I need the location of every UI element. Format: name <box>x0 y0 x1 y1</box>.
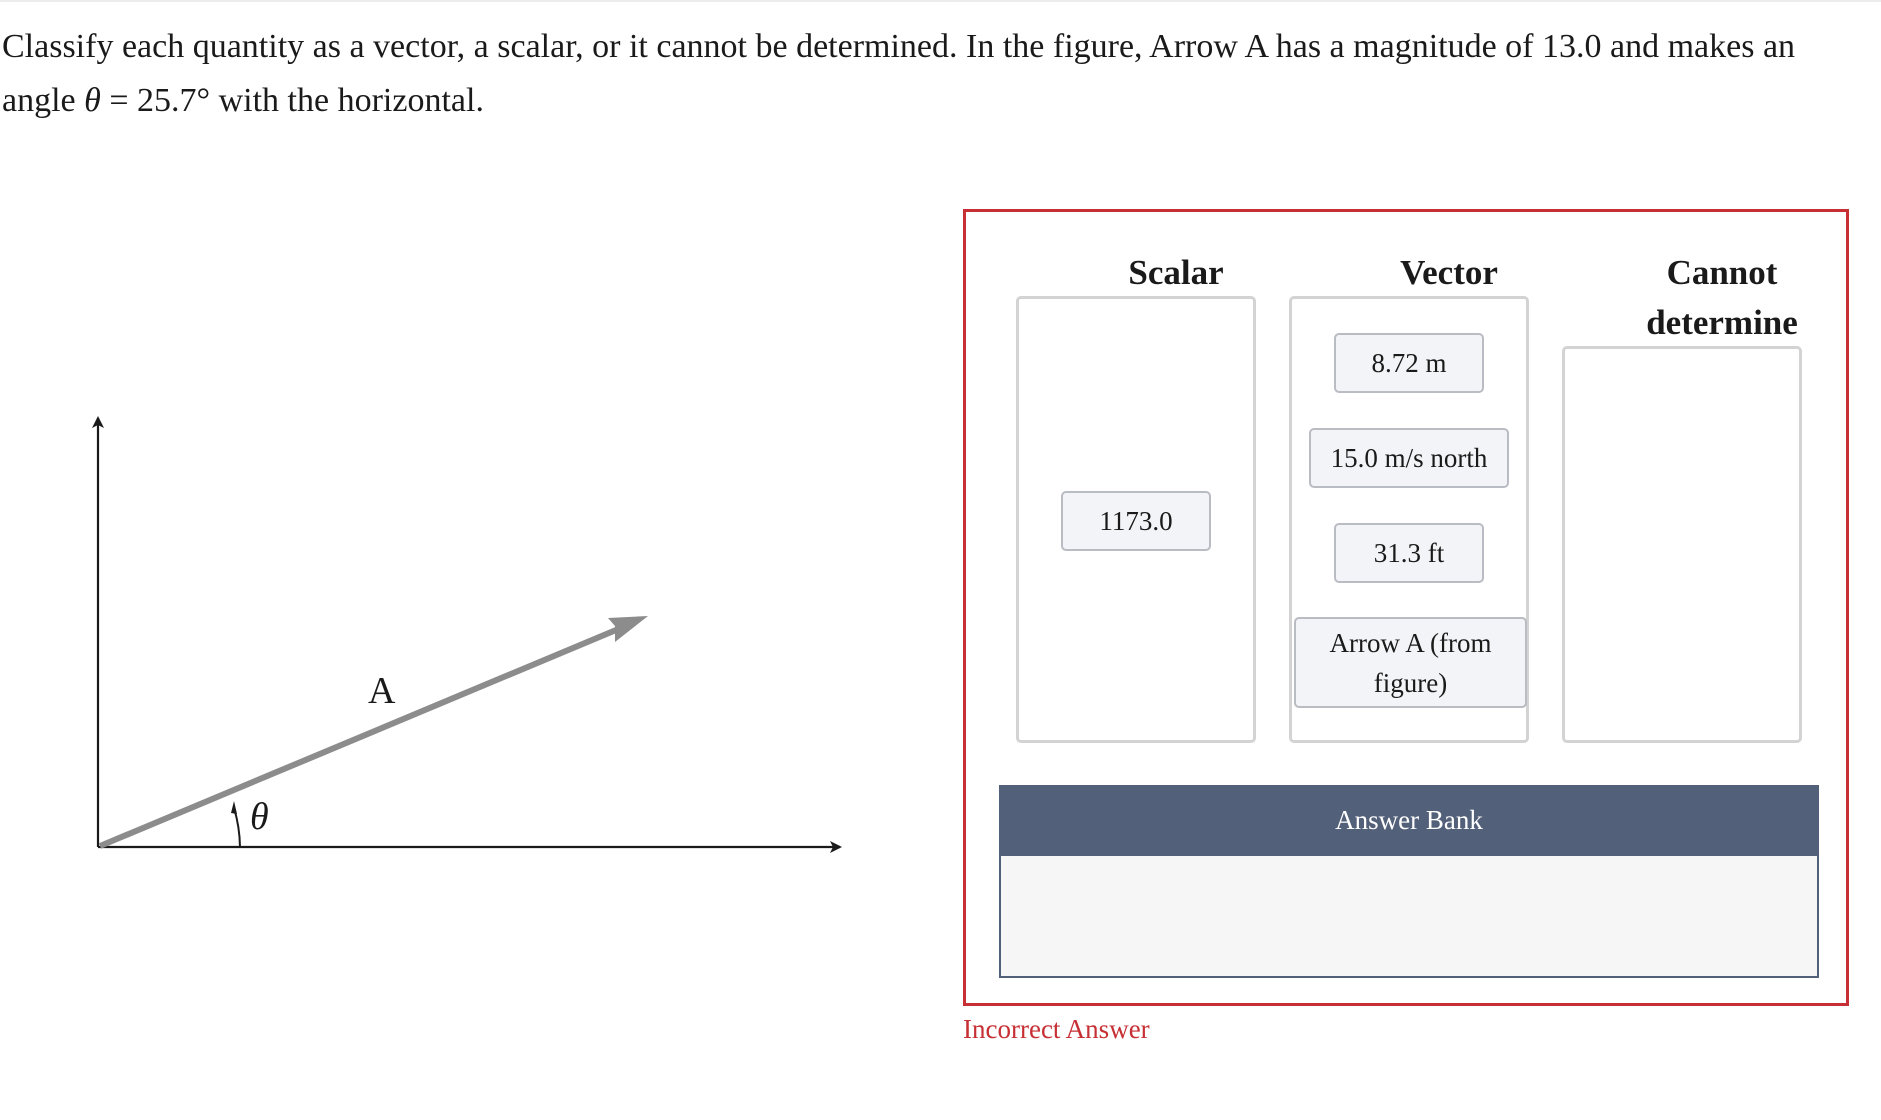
answer-chip-15-m-s-north[interactable]: 15.0 m/s north <box>1309 428 1509 488</box>
angle-theta-label: θ <box>250 796 269 838</box>
answer-chip-31-3-ft[interactable]: 31.3 ft <box>1334 523 1484 583</box>
theta-symbol: θ <box>84 82 101 119</box>
vector-a-shaft <box>100 625 628 846</box>
cannot-determine-column-title: Cannot determine <box>1646 253 1798 342</box>
top-divider <box>0 0 1881 2</box>
question-text <box>2 20 1842 128</box>
classification-frame <box>963 209 1849 1006</box>
question-suffix: = 25.7° with the horizontal. <box>100 82 484 119</box>
answer-bank-header: Answer Bank <box>999 785 1819 856</box>
scalar-column-title: Scalar <box>1128 253 1224 292</box>
vector-dropzone[interactable] <box>1289 296 1529 743</box>
answer-chip-arrow-a[interactable]: Arrow A (from figure) <box>1294 617 1527 708</box>
vector-figure <box>60 390 860 870</box>
cannot-determine-dropzone[interactable] <box>1562 346 1802 743</box>
vector-a-label: A <box>368 670 396 712</box>
feedback-message: Incorrect Answer <box>963 1014 1150 1044</box>
answer-bank-area[interactable] <box>999 856 1819 978</box>
answer-chip-1173[interactable]: 1173.0 <box>1061 491 1211 551</box>
question-prefix: Classify each quantity as a vector, a scalar, or it cannot be determined. In the figure, Arrow A has a magnitude of 13.0 and makes an angle <box>2 28 1796 119</box>
vector-column-title: Vector <box>1400 253 1498 292</box>
scalar-dropzone[interactable] <box>1016 296 1256 743</box>
angle-arc-head <box>231 801 237 814</box>
angle-arc <box>234 808 240 847</box>
figure-axes-svg <box>60 390 860 870</box>
answer-chip-8-72-m[interactable]: 8.72 m <box>1334 333 1484 393</box>
